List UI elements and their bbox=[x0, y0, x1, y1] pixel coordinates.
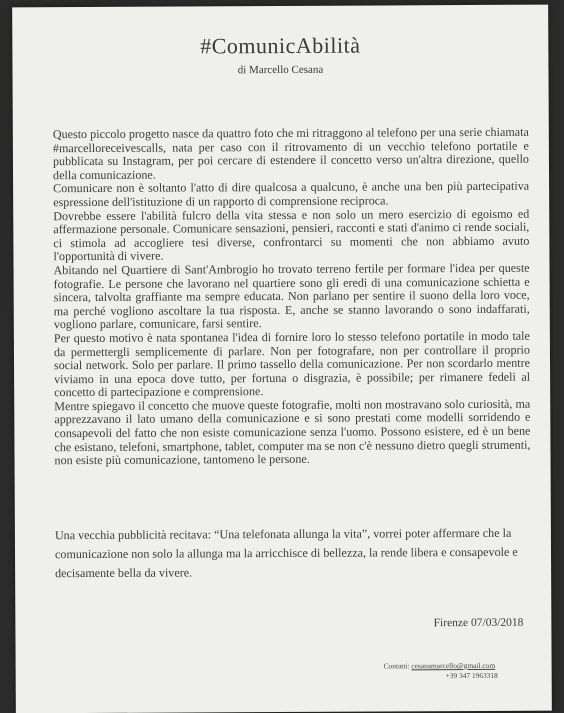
document-title: #ComunicAbilità bbox=[200, 32, 361, 59]
paragraph: Abitando nel Quartiere di Sant'Ambrogio ho trovato terreno fertile per formare l'idea per queste fotografie. Le persone che lavorano nel quartiere sono gli eredi di una comunicazione schietta e sincera, talvolta graffiante ma sempre educata. Non parlano per sentire il suono della loro voce, ma perché vogliono ascoltare la tua risposta. E, anche se stanno lavorando o sono indaffarati, vogliono parlare, comunicare, farsi sentire. bbox=[53, 260, 530, 332]
document-body bbox=[53, 126, 531, 468]
paragraph: Questo piccolo progetto nasce da quattro foto che mi ritraggono al telefono per una serie chiamata #marcelloreceivescalls, nata per caso con il ritrovamento di un vecchio telefono portatile e pubblicata su Instagram, per poi cercare di estendere il concetto verso un'altra direzione, quello della comunicazione. bbox=[52, 124, 529, 182]
document-author: di Marcello Cesana bbox=[237, 63, 324, 77]
contact-phone: +39 347 1963318 bbox=[445, 670, 498, 680]
contacts-label: Contatti: bbox=[383, 661, 410, 671]
paragraph: Per questo motivo è nata spontanea l'idea di fornire loro lo stesso telefono portatile in modo tale da permettergli semplicemente di parlare. Non per fotografare, non per controllare il proprio social network. Solo per parlare. Il primo tassello della comunicazione. Per non scordarlo mentre viviamo in una epoca dove tutto, per fortuna o disgrazia, è possibile; per rimanere fedeli al concetto di partecipazione e comprensione. bbox=[53, 328, 531, 400]
paper-sheet bbox=[12, 5, 552, 713]
contacts-block bbox=[384, 661, 498, 681]
closing-paragraph: Una vecchia pubblicità recitava: “Una telefonata allunga la vita”, vorrei poter affermare che la comunicazione non solo la allunga ma la arricchisce di bellezza, la rende libera e consapevole e decisamente bella da vivere. bbox=[54, 525, 518, 581]
paragraph: Dovrebbe essere l'abilità fulcro della vita stessa e non solo un mero esercizio di egoismo ed affermazione personale. Comunicare sensazioni, pensieri, racconti e stati d'animo ci rende sociali, ci stimola ad accogliere tesi diverse, confrontarci su momenti che non abbiamo avuto l'opportunità di vivere. bbox=[53, 206, 530, 264]
paragraph: Mentre spiegavo il concetto che muove queste fotografie, molti non mostravano solo curiosità, ma apprezzavano il lato umano della comunicazione e si sono prestati come modelli sorridendo e consapevoli del fatto che non esiste comunicazione senza l'uomo. Possono esistere, ed è un bene che esistano, telefoni, smartphone, tablet, computer ma se non c'è nessuno dietro quegli strumenti, non esiste più comunicazione, tantomeno le persone. bbox=[54, 396, 531, 468]
contacts-email-row bbox=[384, 661, 498, 671]
contact-email: cesanamarcello@gmail.com bbox=[411, 660, 496, 671]
paragraph: Comunicare non è soltanto l'atto di dire qualcosa a qualcuno, è anche una ben più partecipativa espressione dell'istituzione di un rapporto di comprensione reciproca. bbox=[53, 179, 530, 210]
place-date-signature: Firenze 07/03/2018 bbox=[433, 616, 524, 630]
